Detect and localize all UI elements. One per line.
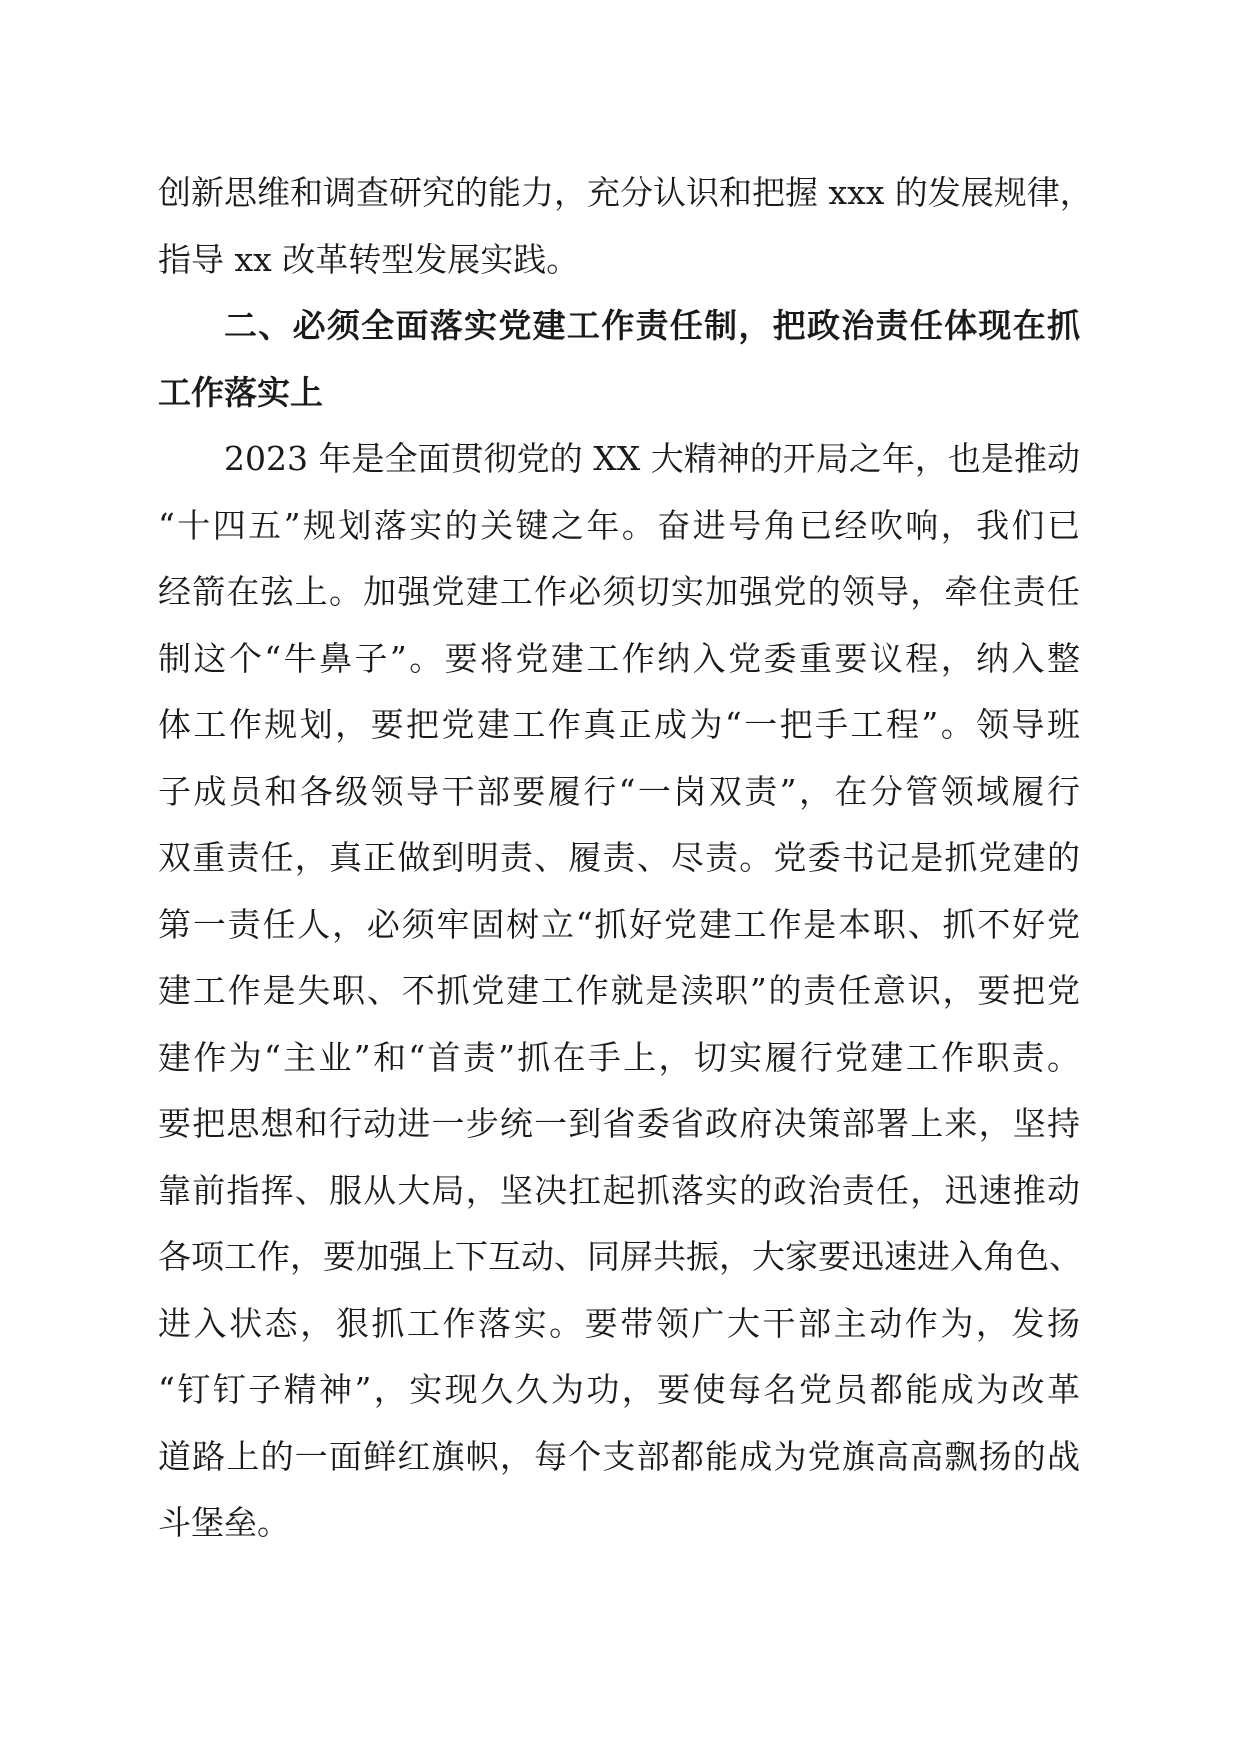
text-line: “十四五”规划落实的关键之年。奋进号角已经吹响，我们已: [158, 505, 1080, 545]
text-line: 指导 xx 改革转型发展实践。: [158, 239, 580, 279]
text-line: 要把思想和行动进一步统一到省委省政府决策部署上来，坚持: [158, 1104, 1080, 1143]
section-heading: [158, 293, 1080, 426]
text-line: 建作为“主业”和“首责”抓在手上，切实履行党建工作职责。: [158, 1037, 1080, 1077]
text-line: 体工作规划，要把党建工作真正成为“一把手工程”。领导班: [158, 705, 1080, 744]
text-line: 制这个“牛鼻子”。要将党建工作纳入党委重要议程，纳入整: [158, 638, 1080, 678]
text-line: 建工作是失职、不抓党建工作就是渎职”的责任意识，要把党: [158, 971, 1080, 1010]
heading-line: 工作落实上: [158, 372, 323, 412]
text-line: 第一责任人，必须牢固树立“抓好党建工作是本职、抓不好党: [158, 904, 1080, 944]
text-line: 子成员和各级领导干部要履行“一岗双责”，在分管领域履行: [158, 771, 1080, 811]
text-line: 靠前指挥、服从大局，坚决扛起抓落实的政治责任，迅速推动: [158, 1170, 1080, 1210]
text-line: 经箭在弦上。加强党建工作必须切实加强党的领导，牵住责任: [158, 572, 1080, 611]
body-paragraph: [158, 426, 1080, 1557]
text-line: 各项工作，要加强上下互动、同屏共振，大家要迅速进入角色、: [158, 1237, 1082, 1276]
text-line: 道路上的一面鲜红旗帜，每个支部都能成为党旗高高飘扬的战: [158, 1436, 1080, 1476]
text-line: 进入状态，狠抓工作落实。要带领广大干部主动作为，发扬: [158, 1303, 1080, 1343]
text-line: 创新思维和调查研究的能力，充分认识和把握 xxx 的发展规律，: [158, 173, 1093, 212]
text-line: “钉钉子精神”，实现久久为功，要使每名党员都能成为改革: [158, 1370, 1080, 1409]
text-line: 2023 年是全面贯彻党的 XX 大精神的开局之年，也是推动: [224, 439, 1080, 478]
heading-line: 二、必须全面落实党建工作责任制，把政治责任体现在抓: [224, 306, 1080, 345]
text-line: 斗堡垒。: [158, 1503, 290, 1542]
document-body: [158, 160, 1093, 1557]
continuation-paragraph: [158, 160, 1093, 293]
text-line: 双重责任，真正做到明责、履责、尽责。党委书记是抓党建的: [158, 838, 1080, 877]
